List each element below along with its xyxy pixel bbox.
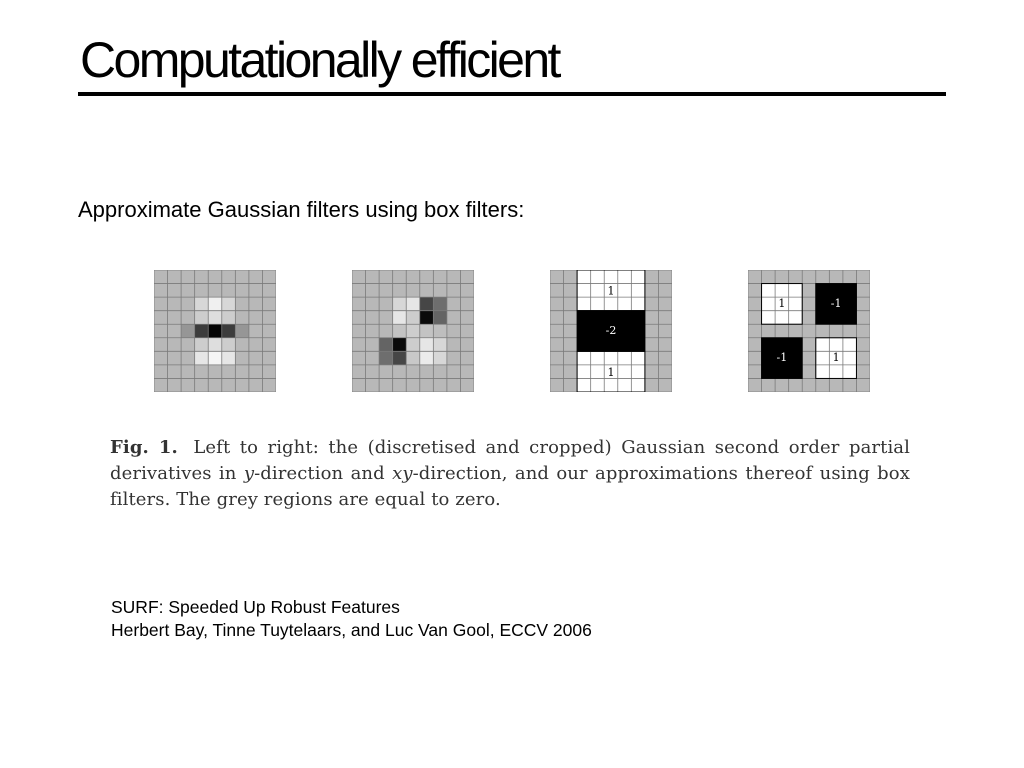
box-label-bottom: 1 (607, 366, 615, 380)
intro-text: Approximate Gaussian filters using box filters: (78, 197, 525, 222)
caption-var-xy: xy (392, 463, 413, 484)
box-filter-dyy (550, 270, 672, 392)
figure-label: Fig. 1. (110, 437, 178, 458)
box-filter-dxy (748, 270, 870, 392)
box-label-top: 1 (607, 284, 615, 298)
citation-authors: Herbert Bay, Tinne Tuytelaars, and Luc Van Gool, ECCV 2006 (111, 620, 592, 640)
citation (111, 596, 592, 642)
caption-text-2: -direction and (254, 463, 385, 484)
box-label-top-right: -1 (830, 296, 842, 310)
caption-text-3: -direction, and our approximations thereof using box filters. The grey regions are equal to zero. (110, 463, 910, 510)
title-underline (78, 92, 946, 96)
box-label-bottom-left: -1 (776, 351, 788, 365)
gaussian-dxy-filter (352, 270, 474, 392)
gaussian-dyy-filter (154, 270, 276, 392)
box-label-top-left: 1 (778, 296, 786, 310)
slide-title: Computationally efficient (80, 32, 559, 88)
box-label-middle: -2 (605, 324, 617, 337)
citation-title: SURF: Speeded Up Robust Features (111, 597, 400, 617)
caption-text-1: Left to right: the (discretised and cropped) Gaussian second order partial derivatives in (110, 437, 910, 484)
caption-var-y: y (243, 463, 255, 484)
box-label-bottom-right: 1 (832, 351, 840, 365)
figure-caption (110, 435, 910, 513)
